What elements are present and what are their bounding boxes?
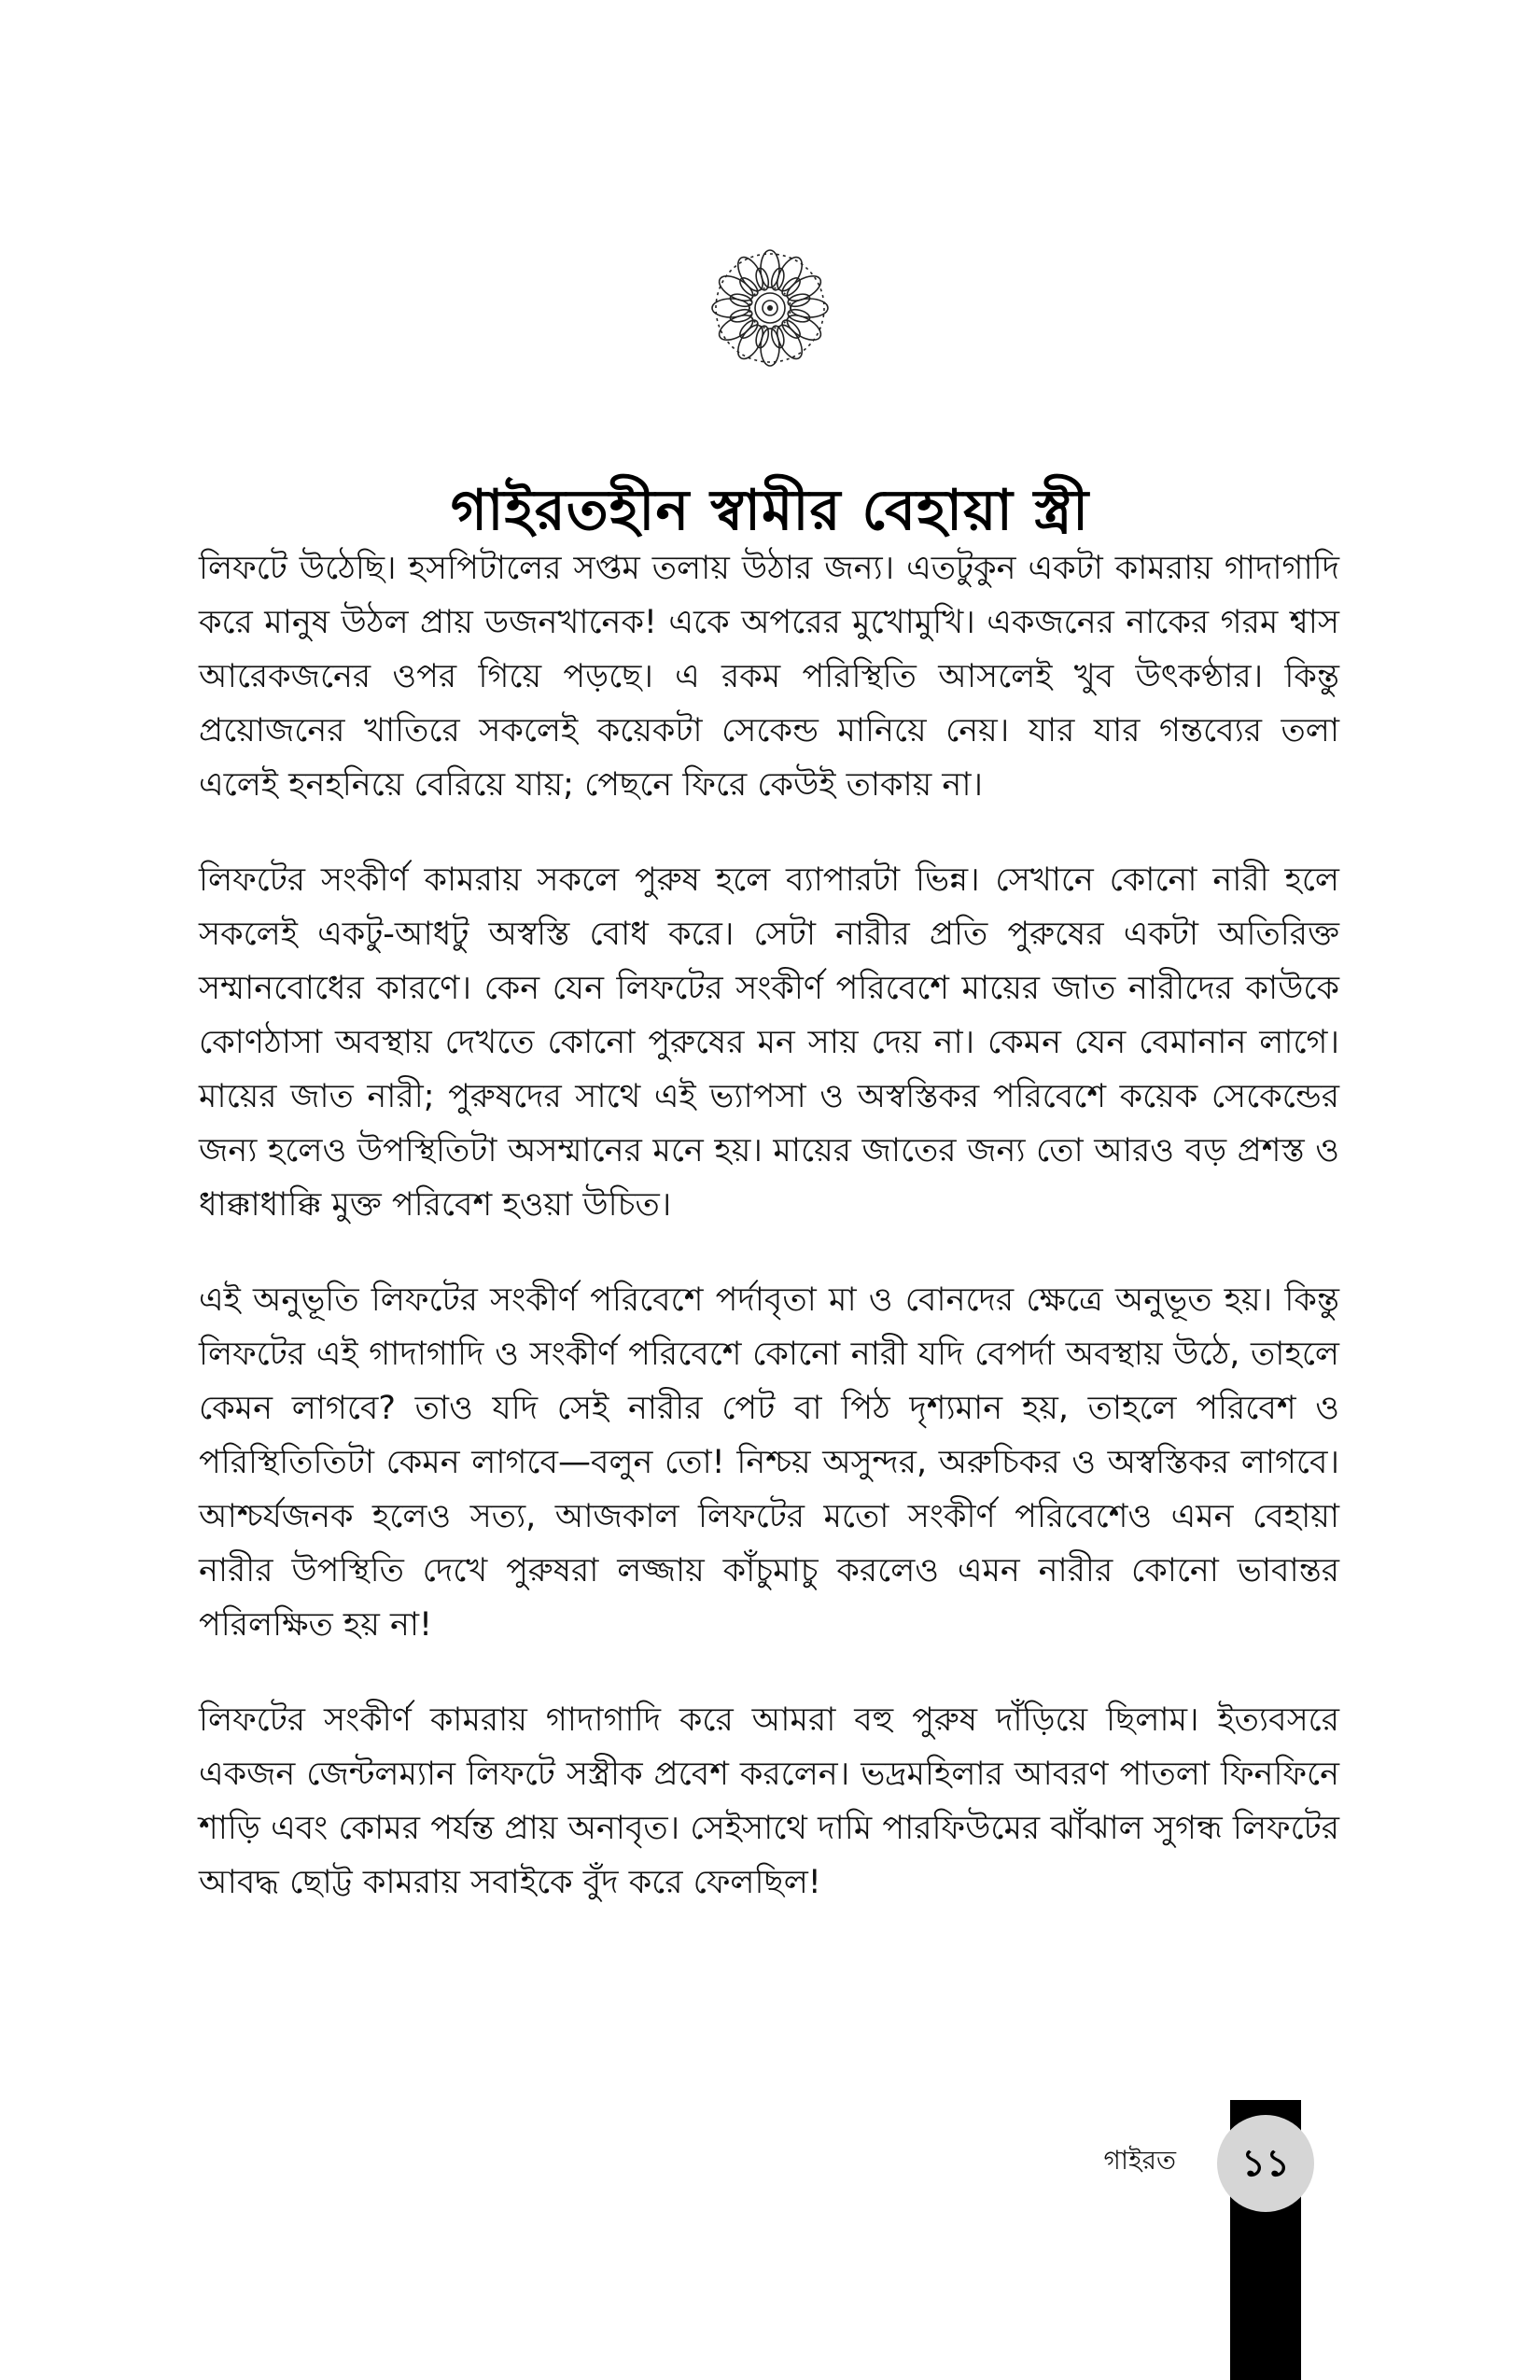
page-number: ১১ [1217,2115,1314,2212]
chapter-body [199,541,1339,1951]
chapter-title: গাইরতহীন স্বামীর বেহায়া স্ত্রী [450,478,1090,544]
paragraph-3: এই অনুভূতি লিফটের সংকীর্ণ পরিবেশে পর্দাবৃতা মা ও বোনদের ক্ষেত্রে অনুভূত হয়। কিন্তু লিফটের এই গাদাগাদি ও সংকীর্ণ পরিবেশে কোনো নারী যদি বেপর্দা অবস্থায় উঠে, তাহলে কেমন লাগবে? তাও যদি সেই নারীর পেট বা পিঠ দৃশ্যমান হয়, তাহলে পরিবেশ ও পরিস্থিতিতিটা কেমন লাগবে—বলুন তো! নিশ্চয় অসুন্দর, অরুচিকর ও অস্বস্তিকর লাগবে। আশ্চর্যজনক হলেও সত্য, আজকাল লিফটের মতো সংকীর্ণ পরিবেশেও এমন বেহায়া নারীর উপস্থিতি দেখে পুরুষরা লজ্জায় কাঁচুমাচু করলেও এমন নারীর কোনো ভাবান্তর পরিলক্ষিত হয় না! [199,1281,1339,1644]
running-title: গাইরত [1103,2145,1176,2176]
mandala-flower-ornament-icon [705,243,835,373]
paragraph-1: লিফটে উঠেছি। হসপিটালের সপ্তম তলায় উঠার জন্য। এতটুকুন একটা কামরায় গাদাগাদি করে মানুষ উঠল প্রায় ডজনখানেক! একে অপরের মুখোমুখি। একজনের নাকের গরম শ্বাস আরেকজনের ওপর গিয়ে পড়ছে। এ রকম পরিস্থিতি আসলেই খুব উৎকণ্ঠার। কিন্তু প্রয়োজনের খাতিরে সকলেই কয়েকটা সেকেন্ড মানিয়ে নেয়। যার যার গন্তব্যের তলা এলেই হনহনিয়ে বেরিয়ে যায়; পেছনে ফিরে কেউই তাকায় না। [199,550,1339,804]
paragraph-2: লিফটের সংকীর্ণ কামরায় সকলে পুরুষ হলে ব্যাপারটা ভিন্ন। সেখানে কোনো নারী হলে সকলেই একটু-আধটু অস্বস্তি বোধ করে। সেটা নারীর প্রতি পুরুষের একটা অতিরিক্ত সম্মানবোধের কারণে। কেন যেন লিফটের সংকীর্ণ পরিবেশে মায়ের জাত নারীদের কাউকে কোণঠাসা অবস্থায় দেখতে কোনো পুরুষের মন সায় দেয় না। কেমন যেন বেমানান লাগে। মায়ের জাত নারী; পুরুষদের সাথে এই ভ্যাপসা ও অস্বস্তিকর পরিবেশে কয়েক সেকেন্ডের জন্য হলেও উপস্থিতিটা অসম্মানের মনে হয়। মায়ের জাতের জন্য তো আরও বড় প্রশস্ত ও ধাক্কাধাক্কি মুক্ত পরিবেশ হওয়া উচিত। [199,861,1339,1224]
paragraph-4: লিফটের সংকীর্ণ কামরায় গাদাগাদি করে আমরা বহু পুরুষ দাঁড়িয়ে ছিলাম। ইত্যবসরে একজন জেন্টলম্যান লিফটে সস্ত্রীক প্রবেশ করলেন। ভদ্রমহিলার আবরণ পাতলা ফিনফিনে শাড়ি এবং কোমর পর্যন্ত প্রায় অনাবৃত। সেইসাথে দামি পারফিউমের ঝাঁঝাল সুগন্ধ লিফটের আবদ্ধ ছোট্ট কামরায় সবাইকে বুঁদ করে ফেলছিল! [199,1701,1339,1901]
